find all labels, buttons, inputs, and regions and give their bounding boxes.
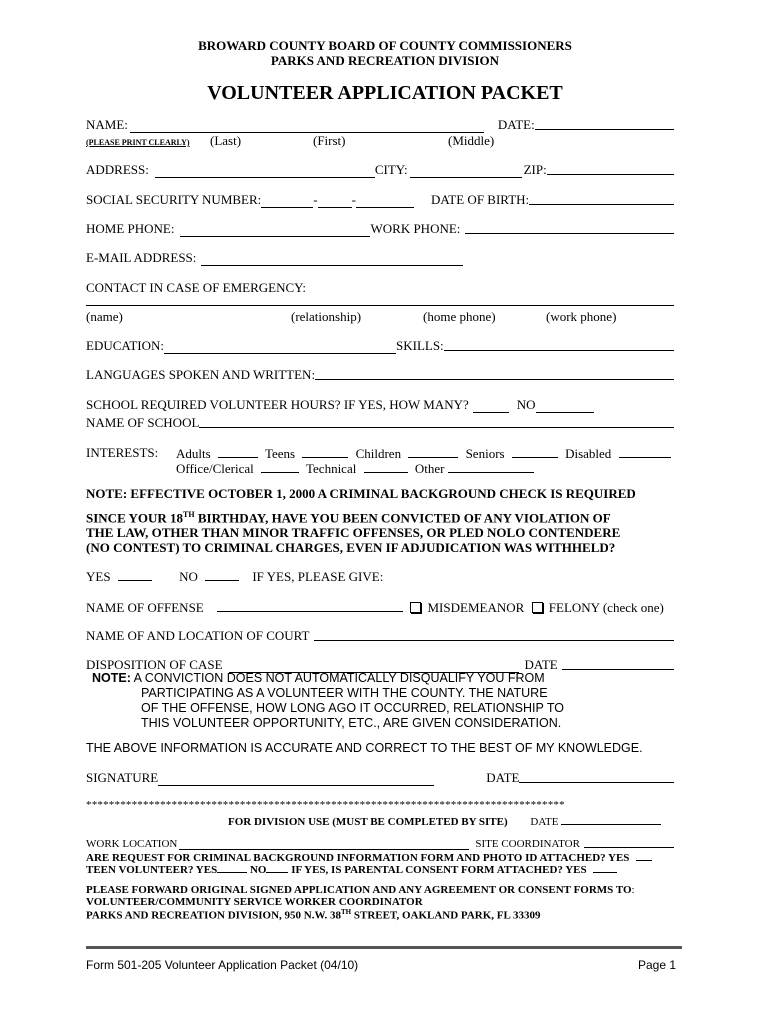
em-name-caption: (name): [86, 309, 123, 324]
superscript: TH: [340, 908, 352, 916]
interest-other-field[interactable]: [448, 460, 534, 473]
interests-row-2: [176, 460, 534, 477]
signature-label: SIGNATURE: [86, 770, 159, 785]
email-field[interactable]: [201, 253, 463, 266]
teen-no-field[interactable]: [266, 862, 288, 873]
footer-page-number: Page 1: [638, 958, 677, 972]
conviction-note-line-2: PARTICIPATING AS A VOLUNTEER WITH THE COUNTY. THE NATURE: [141, 686, 548, 700]
signature-date-label: DATE: [486, 770, 520, 785]
name-row: [86, 117, 674, 133]
date-label: DATE:: [497, 117, 535, 132]
conviction-no-label: NO: [179, 569, 198, 584]
print-clearly-note: (PLEASE PRINT CLEARLY): [86, 138, 190, 147]
emergency-field[interactable]: [86, 305, 674, 306]
signature-date-field[interactable]: [519, 770, 674, 783]
middle-caption: (Middle): [448, 133, 495, 148]
disposition-date-field[interactable]: [562, 657, 674, 670]
felony-label: FELONY (check one): [548, 600, 664, 615]
note-label: NOTE:: [92, 671, 131, 685]
teen-yes-label: TEEN VOLUNTEER? YES: [86, 864, 218, 876]
city-field[interactable]: [410, 165, 522, 178]
court-label: NAME OF AND LOCATION OF COURT: [86, 628, 310, 643]
separator-stars: ************************************************************************************: [86, 799, 565, 811]
skills-field[interactable]: [444, 338, 674, 351]
disposition-date-label: DATE: [524, 657, 558, 672]
education-field[interactable]: [164, 341, 396, 354]
conviction-note-line-4: THIS VOLUNTEER OPPORTUNITY, ETC., ARE GIVEN CONSIDERATION.: [141, 716, 562, 730]
division-use-title: FOR DIVISION USE (MUST BE COMPLETED BY SITE): [228, 816, 508, 828]
page-title: VOLUNTEER APPLICATION PACKET: [207, 82, 563, 104]
ssn-field-3[interactable]: [356, 195, 414, 208]
ssn-dash: -: [313, 192, 318, 207]
forward-line-1: [86, 884, 635, 896]
division-title: PARKS AND RECREATION DIVISION: [270, 53, 500, 68]
request-label: ARE REQUEST FOR CRIMINAL BACKGROUND INFORMATION FORM AND PHOTO ID ATTACHED? YES: [86, 852, 630, 864]
address-field[interactable]: [155, 165, 375, 178]
languages-field[interactable]: [315, 367, 674, 380]
home-phone-label: HOME PHONE:: [86, 221, 175, 236]
site-coordinator-label: SITE COORDINATOR: [475, 838, 580, 850]
em-work-phone-caption: (work phone): [546, 309, 617, 324]
em-relationship-caption: (relationship): [291, 309, 362, 324]
languages-row: [86, 367, 674, 383]
education-label: EDUCATION:: [86, 338, 164, 353]
conviction-question-line-2: THE LAW, OTHER THAN MINOR TRAFFIC OFFENSES, OR PLED NOLO CONTENDERE: [86, 525, 621, 540]
forward-text: PLEASE FORWARD ORIGINAL SIGNED APPLICATION AND ANY AGREEMENT OR CONSENT FORMS TO: [86, 884, 632, 896]
court-row: [86, 628, 674, 644]
school-name-label: NAME OF SCHOOL: [86, 415, 200, 430]
conviction-no-field[interactable]: [205, 568, 239, 581]
teen-yes-field[interactable]: [217, 862, 247, 873]
date-field[interactable]: [535, 117, 674, 130]
signature-field[interactable]: [158, 773, 434, 786]
division-use-date-label: DATE: [530, 816, 559, 828]
school-hours-no-label: NO: [516, 397, 536, 412]
offense-row: [86, 599, 664, 616]
interest-seniors-field[interactable]: [512, 445, 558, 458]
footer-form-id: Form 501-205 Volunteer Application Packet (04/10): [86, 958, 359, 972]
email-label: E-MAIL ADDRESS:: [86, 250, 197, 265]
org-title: BROWARD COUNTY BOARD OF COUNTY COMMISSIONERS: [198, 38, 572, 53]
conviction-question-line-3: (NO CONTEST) TO CRIMINAL CHARGES, EVEN IF ADJUDICATION WAS WITHHELD?: [86, 540, 616, 555]
disposition-label: DISPOSITION OF CASE: [86, 657, 223, 672]
conviction-yes-field[interactable]: [118, 568, 152, 581]
site-coordinator-field[interactable]: [584, 837, 674, 848]
home-phone-field[interactable]: [180, 224, 370, 237]
school-name-field[interactable]: [199, 415, 674, 428]
ssn-row: [86, 192, 674, 208]
emergency-label: CONTACT IN CASE OF EMERGENCY:: [86, 280, 306, 295]
forward-line-3: [86, 908, 540, 922]
work-location-label: WORK LOCATION: [86, 838, 178, 850]
education-row: [86, 338, 674, 354]
interest-disabled-field[interactable]: [619, 445, 671, 458]
interest-teens-field[interactable]: [302, 445, 348, 458]
ssn-label: SOCIAL SECURITY NUMBER:: [86, 192, 262, 207]
school-hours-field[interactable]: [473, 400, 509, 413]
school-hours-label: SCHOOL REQUIRED VOLUNTEER HOURS? IF YES, HOW MANY?: [86, 397, 469, 412]
attestation-statement: THE ABOVE INFORMATION IS ACCURATE AND CORRECT TO THE BEST OF MY KNOWLEDGE.: [86, 741, 643, 755]
school-hours-row: [86, 397, 674, 413]
forward-address: STREET, OAKLAND PARK, FL 33309: [351, 909, 541, 922]
work-phone-field[interactable]: [465, 221, 674, 234]
interest-disabled-label: Disabled: [565, 446, 612, 461]
superscript: TH: [183, 510, 195, 519]
interest-adults-label: Adults: [176, 446, 211, 461]
school-hours-no-field[interactable]: [536, 400, 594, 413]
ssn-field-1[interactable]: [261, 195, 313, 208]
interests-label: INTERESTS:: [86, 445, 159, 460]
interest-technical-field[interactable]: [364, 460, 408, 473]
skills-label: SKILLS:: [396, 338, 444, 353]
conviction-question-text: SINCE YOUR 18: [86, 510, 184, 526]
conviction-question-text: BIRTHDAY, HAVE YOU BEEN CONVICTED OF ANY VIOLATION OF: [194, 510, 611, 526]
consent-yes-field[interactable]: [593, 862, 617, 873]
phone-row: [86, 221, 674, 237]
teen-row: [86, 862, 617, 876]
conviction-question-line-1: [86, 510, 611, 526]
dob-label: DATE OF BIRTH:: [430, 192, 530, 207]
ssn-dash: -: [351, 192, 356, 207]
dob-field[interactable]: [529, 192, 674, 205]
interest-seniors-label: Seniors: [465, 446, 505, 461]
name-field[interactable]: [130, 120, 484, 133]
background-check-note: NOTE: EFFECTIVE OCTOBER 1, 2000 A CRIMINAL BACKGROUND CHECK IS REQUIRED: [86, 486, 636, 501]
request-yes-field[interactable]: [636, 850, 652, 861]
conviction-note-line-3: OF THE OFFENSE, HOW LONG AGO IT OCCURRED, RELATIONSHIP TO: [141, 701, 564, 715]
offense-field[interactable]: [217, 599, 403, 612]
forward-line-2: VOLUNTEER/COMMUNITY SERVICE WORKER COORDINATOR: [86, 896, 423, 908]
if-yes-label: IF YES, PLEASE GIVE:: [252, 569, 384, 584]
interest-children-label: Children: [355, 446, 402, 461]
zip-label: ZIP:: [523, 162, 547, 177]
interest-other-label: Other: [414, 461, 445, 476]
teen-no-label: NO: [247, 864, 267, 876]
offense-label: NAME OF OFFENSE: [86, 600, 204, 615]
consent-label: IF YES, IS PARENTAL CONSENT FORM ATTACHED? YES: [288, 864, 587, 876]
forward-address: PARKS AND RECREATION DIVISION, 950 N.W. 38: [86, 909, 341, 922]
interest-office-field[interactable]: [261, 460, 299, 473]
felony-checkbox[interactable]: [532, 602, 543, 613]
work-phone-label: WORK PHONE:: [370, 221, 461, 236]
note-text: A CONVICTION DOES NOT AUTOMATICALLY DISQUALIFY YOU FROM: [130, 671, 545, 685]
footer-rule: [86, 946, 682, 949]
address-row: [86, 162, 674, 178]
interest-technical-label: Technical: [306, 461, 357, 476]
signature-row: [86, 770, 674, 786]
misdemeanor-label: MISDEMEANOR: [427, 600, 525, 615]
conviction-answer-row: [86, 568, 383, 585]
first-caption: (First): [313, 133, 346, 148]
school-name-row: [86, 415, 674, 431]
interest-children-field[interactable]: [408, 445, 458, 458]
division-use-row: [228, 814, 661, 828]
conviction-note-line-1: [92, 671, 545, 685]
work-location-field[interactable]: [179, 839, 469, 850]
court-field[interactable]: [314, 628, 674, 641]
work-location-row: [86, 837, 674, 850]
ssn-field-2[interactable]: [318, 195, 352, 208]
last-caption: (Last): [210, 133, 242, 148]
misdemeanor-checkbox[interactable]: [410, 602, 421, 613]
city-label: CITY:: [374, 162, 408, 177]
name-label: NAME:: [86, 117, 128, 132]
interest-office-label: Office/Clerical: [176, 461, 254, 476]
address-label: ADDRESS:: [86, 162, 149, 177]
forward-colon: :: [631, 884, 635, 896]
email-row: [86, 250, 674, 266]
interest-adults-field[interactable]: [218, 445, 258, 458]
interest-teens-label: Teens: [264, 446, 296, 461]
zip-field[interactable]: [547, 162, 674, 175]
division-use-date-field[interactable]: [561, 814, 661, 825]
conviction-yes-label: YES: [86, 569, 111, 584]
languages-label: LANGUAGES SPOKEN AND WRITTEN:: [86, 367, 316, 382]
em-home-phone-caption: (home phone): [423, 309, 496, 324]
